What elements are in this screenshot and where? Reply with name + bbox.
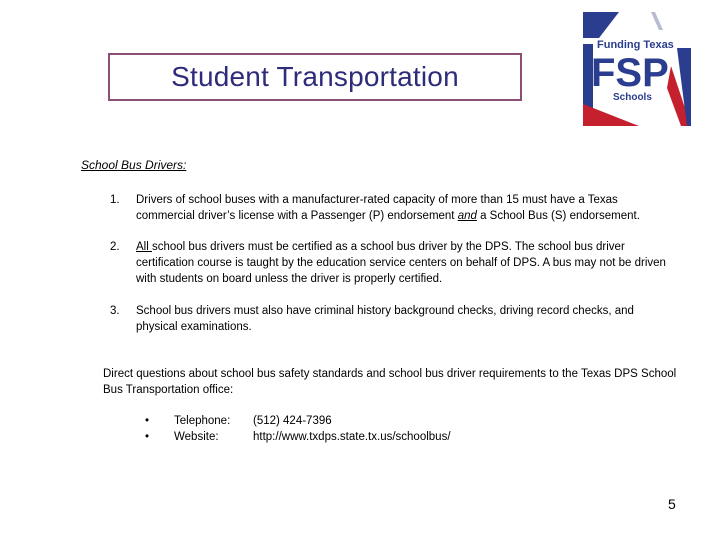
bullet: • (145, 415, 150, 427)
item-text (136, 239, 676, 287)
item-text-part: Drivers of school buses with a manufacturer-rated capacity of more than 15 must have a Texas commercial driver’s license with a Passenger (P) endorsement (136, 194, 618, 222)
website-link[interactable]: http://www.txdps.state.tx.us/schoolbus/ (253, 431, 451, 443)
page-number: 5 (668, 496, 676, 512)
fsp-logo (579, 8, 693, 128)
section-heading: School Bus Drivers: (81, 158, 187, 172)
logo-white-stripe (651, 12, 663, 30)
title-box (108, 53, 522, 101)
direct-questions-text: Direct questions about school bus safety standards and school bus driver requirements to the Texas DPS School Bus Transportation office: (103, 368, 677, 396)
item-text (136, 192, 676, 224)
item-text: School bus drivers must also have criminal history background checks, driving record checks, and physical examinations. (136, 305, 634, 333)
logo-blue-flag-top (583, 12, 619, 38)
logo-line3: Schools (613, 92, 652, 103)
item-number: 2. (110, 241, 120, 253)
item-text-part: a School Bus (S) endorsement. (476, 210, 640, 222)
logo-line1: Funding Texas (597, 39, 674, 51)
contact-label: Website: (174, 431, 219, 443)
bullet: • (145, 431, 150, 443)
item-number: 1. (110, 194, 120, 206)
item-emphasis: and (457, 210, 477, 222)
slide-title: Student Transportation (171, 61, 459, 92)
item-text-part: school bus drivers must be certified as a school bus driver by the DPS. The school bus driver certification course is taught by the education service centers on behalf of DPS. A bus may not be driven with students on board unless the driver is properly certified. (136, 241, 666, 285)
item-number: 3. (110, 305, 120, 317)
logo-line2: FSP (591, 51, 669, 95)
contact-label: Telephone: (174, 415, 231, 427)
contact-value: (512) 424-7396 (253, 415, 332, 427)
item-emphasis: All (136, 241, 152, 253)
